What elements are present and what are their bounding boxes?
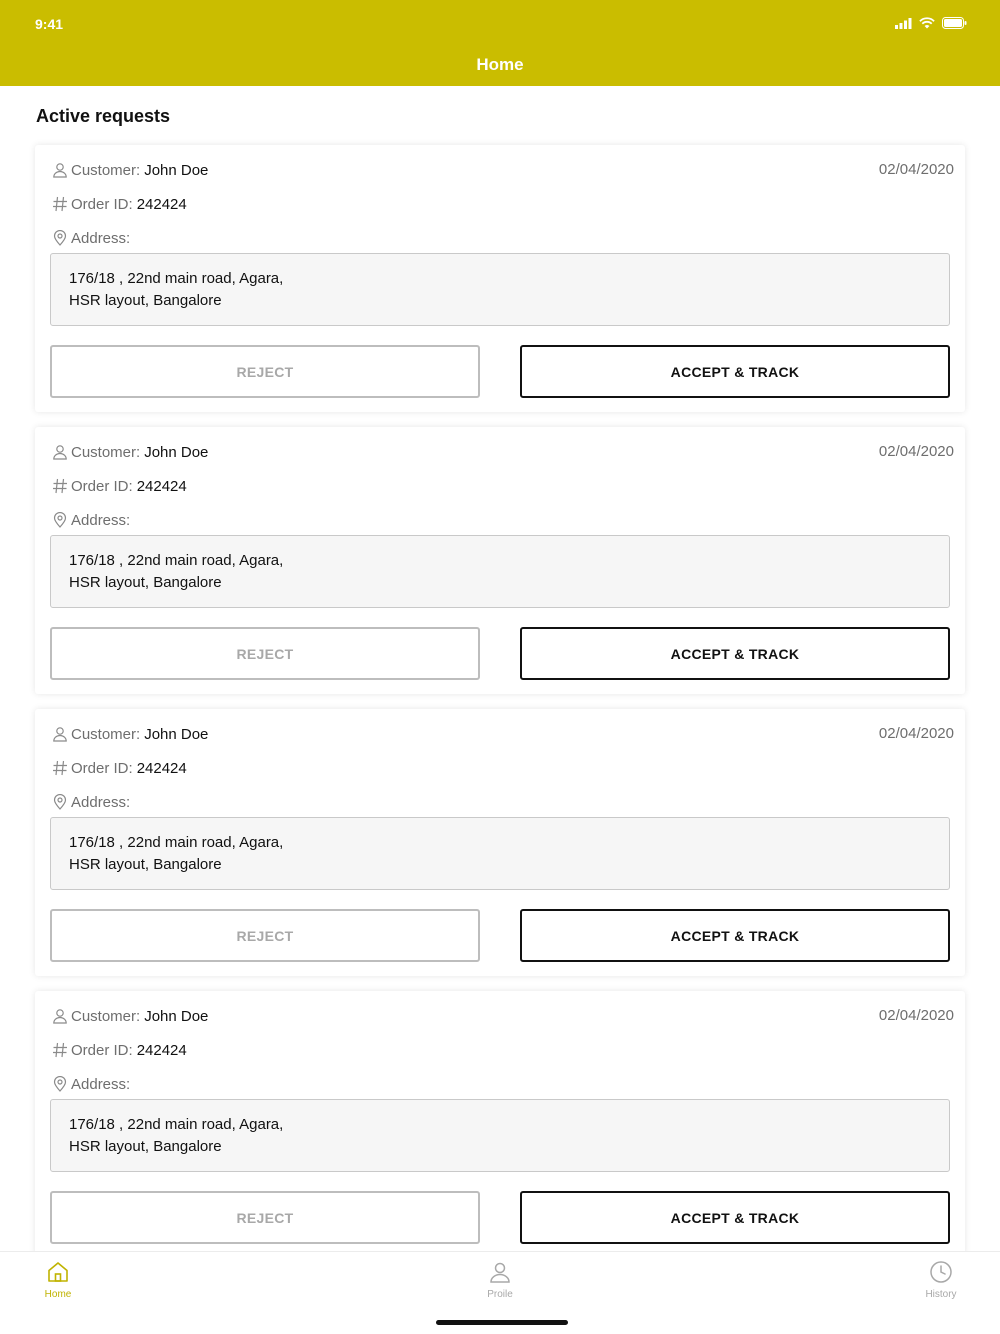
tab-home-label: Home [44,1289,72,1300]
address-row [51,229,130,247]
address-line-2: HSR layout, Bangalore [69,1138,222,1155]
address-box [50,817,950,890]
customer-row [51,725,208,743]
request-card [35,991,965,1258]
signal-icon [895,16,912,34]
hash-icon [51,1041,69,1059]
reject-button[interactable]: REJECT [50,1191,480,1244]
customer-row [51,161,208,179]
reject-button[interactable]: REJECT [50,345,480,398]
customer-row [51,443,208,461]
address-line-1: 176/18 , 22nd main road, Agara, [69,1116,284,1133]
address-line-2: HSR layout, Bangalore [69,292,222,309]
order-row [51,477,187,495]
customer-name: John Doe [144,161,209,179]
address-box [50,1099,950,1172]
reject-button[interactable]: REJECT [50,909,480,962]
status-time: 9:41 [35,16,64,32]
clock-icon [929,1260,953,1289]
app-header [0,0,1000,86]
request-date: 02/04/2020 [878,725,954,742]
user-icon [488,1260,512,1289]
order-id: 242424 [136,1041,187,1059]
address-box [50,535,950,608]
order-label: Order ID: [71,195,133,213]
location-pin-icon [51,229,69,247]
customer-name: John Doe [144,725,209,743]
page-title: Home [476,55,524,74]
customer-label: Customer: [71,725,141,743]
address-row [51,511,130,529]
request-card [35,709,965,976]
address-line-2: HSR layout, Bangalore [69,856,222,873]
accept-track-button[interactable]: ACCEPT & TRACK [520,345,950,398]
home-indicator [436,1320,568,1325]
tab-history-label: History [925,1289,957,1300]
address-line-1: 176/18 , 22nd main road, Agara, [69,270,284,287]
customer-label: Customer: [71,1007,141,1025]
tab-history[interactable] [901,1260,981,1300]
user-icon [51,443,69,461]
hash-icon [51,195,69,213]
battery-icon [942,16,967,34]
home-icon [46,1260,70,1289]
reject-button[interactable]: REJECT [50,627,480,680]
location-pin-icon [51,511,69,529]
address-label: Address: [71,511,131,529]
address-label: Address: [71,229,131,247]
request-card [35,145,965,412]
customer-label: Customer: [71,161,141,179]
user-icon [51,161,69,179]
section-title: Active requests [36,106,171,126]
accept-track-button[interactable]: ACCEPT & TRACK [520,627,950,680]
order-row [51,195,187,213]
address-box [50,253,950,326]
location-pin-icon [51,793,69,811]
address-row [51,1075,130,1093]
customer-name: John Doe [144,1007,209,1025]
customer-name: John Doe [144,443,209,461]
request-card [35,427,965,694]
customer-row [51,1007,208,1025]
location-pin-icon [51,1075,69,1093]
customer-label: Customer: [71,443,141,461]
order-id: 242424 [136,477,187,495]
order-id: 242424 [136,759,187,777]
hash-icon [51,759,69,777]
wifi-icon [919,16,935,34]
user-icon [51,725,69,743]
request-date: 02/04/2020 [878,443,954,460]
order-label: Order ID: [71,477,133,495]
order-label: Order ID: [71,1041,133,1059]
tab-profile-label: Proile [487,1289,513,1300]
order-row [51,1041,187,1059]
request-date: 02/04/2020 [878,161,954,178]
order-id: 242424 [136,195,187,213]
accept-track-button[interactable]: ACCEPT & TRACK [520,1191,950,1244]
user-icon [51,1007,69,1025]
address-row [51,793,130,811]
hash-icon [51,477,69,495]
address-label: Address: [71,1075,131,1093]
order-row [51,759,187,777]
accept-track-button[interactable]: ACCEPT & TRACK [520,909,950,962]
tab-profile[interactable] [460,1260,540,1300]
order-label: Order ID: [71,759,133,777]
address-line-2: HSR layout, Bangalore [69,574,222,591]
address-line-1: 176/18 , 22nd main road, Agara, [69,834,284,851]
tab-home[interactable] [18,1260,98,1300]
address-line-1: 176/18 , 22nd main road, Agara, [69,552,284,569]
address-label: Address: [71,793,131,811]
status-icons [895,16,967,34]
request-date: 02/04/2020 [878,1007,954,1024]
